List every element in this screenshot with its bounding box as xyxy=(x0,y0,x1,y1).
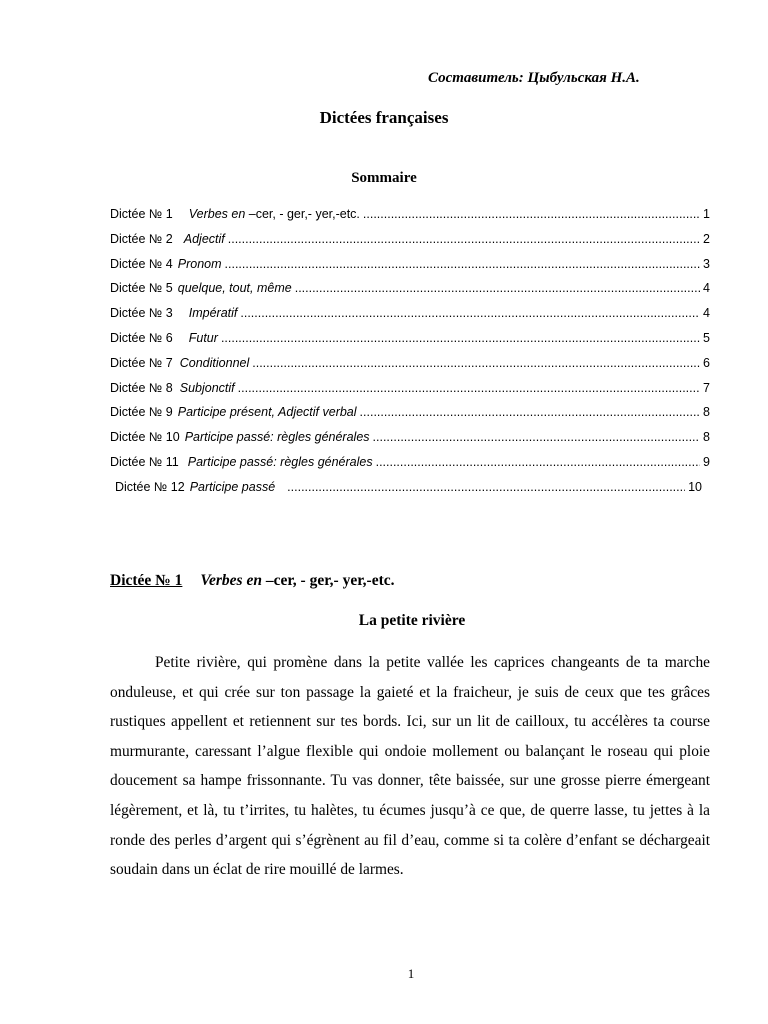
toc-entry-title: Participe présent, Adjectif verbal xyxy=(177,405,357,420)
toc-entry-page: 1 xyxy=(703,207,710,221)
toc-entry-number: Dictée № 3 xyxy=(110,306,173,321)
toc-dot-leader xyxy=(360,405,701,419)
toc-entry-number: Dictée № 1 xyxy=(110,207,173,221)
toc-dot-leader xyxy=(363,207,700,221)
toc-entry-number: Dictée № 12 xyxy=(115,479,185,494)
toc-entry xyxy=(110,232,710,257)
toc-entry-number: Dictée № 7 xyxy=(110,355,173,370)
toc-entry-page: 5 xyxy=(703,330,710,345)
toc-entry-page: 4 xyxy=(703,306,710,321)
toc-entry-number: Dictée № 6 xyxy=(110,330,173,345)
toc-entry-title: Futur xyxy=(188,330,218,345)
toc-dot-leader xyxy=(225,257,701,271)
toc-entry xyxy=(110,381,710,406)
toc-entry-page: 10 xyxy=(688,479,702,494)
toc-dot-leader xyxy=(228,232,700,246)
toc-entry xyxy=(110,257,710,282)
toc-entry-number: Dictée № 8 xyxy=(110,380,173,395)
toc-entry-page: 6 xyxy=(703,355,710,370)
toc-entry xyxy=(110,281,710,306)
toc-entry-title: Pronom xyxy=(177,256,222,271)
toc-entry-number: Dictée № 4 xyxy=(110,256,173,271)
toc-dot-leader xyxy=(295,281,700,295)
toc-entry-number: Dictée № 11 xyxy=(110,454,179,469)
toc-dot-leader xyxy=(221,331,700,345)
page-number: 1 xyxy=(407,966,415,981)
toc-entry xyxy=(110,356,710,381)
document-title: Dictées françaises xyxy=(319,108,449,127)
toc-dot-leader xyxy=(240,306,700,320)
dictee-number: Dictée № 1 xyxy=(110,572,183,589)
toc-entry-page: 2 xyxy=(703,231,710,246)
toc-entry-page: 4 xyxy=(703,281,710,296)
toc-dot-leader xyxy=(373,430,701,444)
toc-entry-number: Dictée № 9 xyxy=(110,405,173,420)
toc-entry-title: Impératif xyxy=(188,306,238,321)
toc-entry-title: Participe passé xyxy=(189,479,276,494)
toc-entry xyxy=(110,207,710,232)
toc-entry-title: Adjectif xyxy=(183,231,225,246)
toc-dot-leader xyxy=(252,356,700,370)
toc-entry-number: Dictée № 2 xyxy=(110,231,173,246)
toc-entry-page: 9 xyxy=(703,454,710,469)
toc-entry-number: Dictée № 10 xyxy=(110,430,180,445)
author-line: Составитель: Цыбульская Н.А. xyxy=(428,70,640,86)
toc-entry xyxy=(110,306,710,331)
toc-entry-page: 3 xyxy=(703,256,710,271)
table-of-contents xyxy=(110,207,710,505)
toc-entry-page: 7 xyxy=(703,380,710,395)
toc-entry-title: Subjonctif xyxy=(179,380,235,395)
toc-dot-leader xyxy=(238,381,700,395)
dictee-topic-rest: –cer, - ger,- yer,-etc. xyxy=(261,572,395,589)
toc-entry-page: 8 xyxy=(703,430,710,445)
dictee-heading xyxy=(110,572,395,590)
toc-entry-page: 8 xyxy=(703,405,710,420)
toc-dot-leader xyxy=(287,480,685,494)
toc-entry-suffix: cer, - ger,- yer,-etc. xyxy=(255,207,360,221)
toc-entry-title: Conditionnel xyxy=(179,355,250,370)
toc-entry-title: Participe passé: règles générales xyxy=(184,430,370,445)
toc-entry xyxy=(110,455,710,480)
toc-entry xyxy=(110,480,702,505)
dictee-subtitle: La petite rivière xyxy=(358,612,466,629)
dictee-topic-italic: Verbes en xyxy=(200,572,262,589)
toc-entry xyxy=(110,405,710,430)
toc-entry-title: Verbes en – xyxy=(188,207,256,221)
toc-entry xyxy=(110,430,710,455)
toc-entry-title: quelque, tout, même xyxy=(177,281,292,296)
sommaire-heading: Sommaire xyxy=(351,170,417,186)
toc-entry-number: Dictée № 5 xyxy=(110,281,173,296)
toc-entry-title: Participe passé: règles générales xyxy=(187,454,373,469)
toc-dot-leader xyxy=(376,455,700,469)
dictee-paragraph: Petite rivière, qui promène dans la petite vallée les caprices changeants de ta marche onduleuse, et qui crée sur ton passage la gaieté et la fraicheur, je suis de ceux que tes grâces rustiques appellent et retiennent sur tes bords. Ici, sur un lit de cailloux, tu accélères ta course murmurante, caressant l’algue flexible qui ondoie mollement ou balançant le roseau qui ploie doucement sa hampe frissonnante. Tu vas donner, tête baissée, sur une grosse pierre émergeant légèrement, et là, tu t’irrites, tu halètes, tu écumes jusqu’à ce que, de querre lasse, tu jettes à la ronde des perles d’argent qui s’égrènent au fil d’eau, comme si ta colère d’enfant se déchargeait soudain dans un éclat de rire mouillé de larmes. xyxy=(110,654,710,879)
toc-entry xyxy=(110,331,710,356)
